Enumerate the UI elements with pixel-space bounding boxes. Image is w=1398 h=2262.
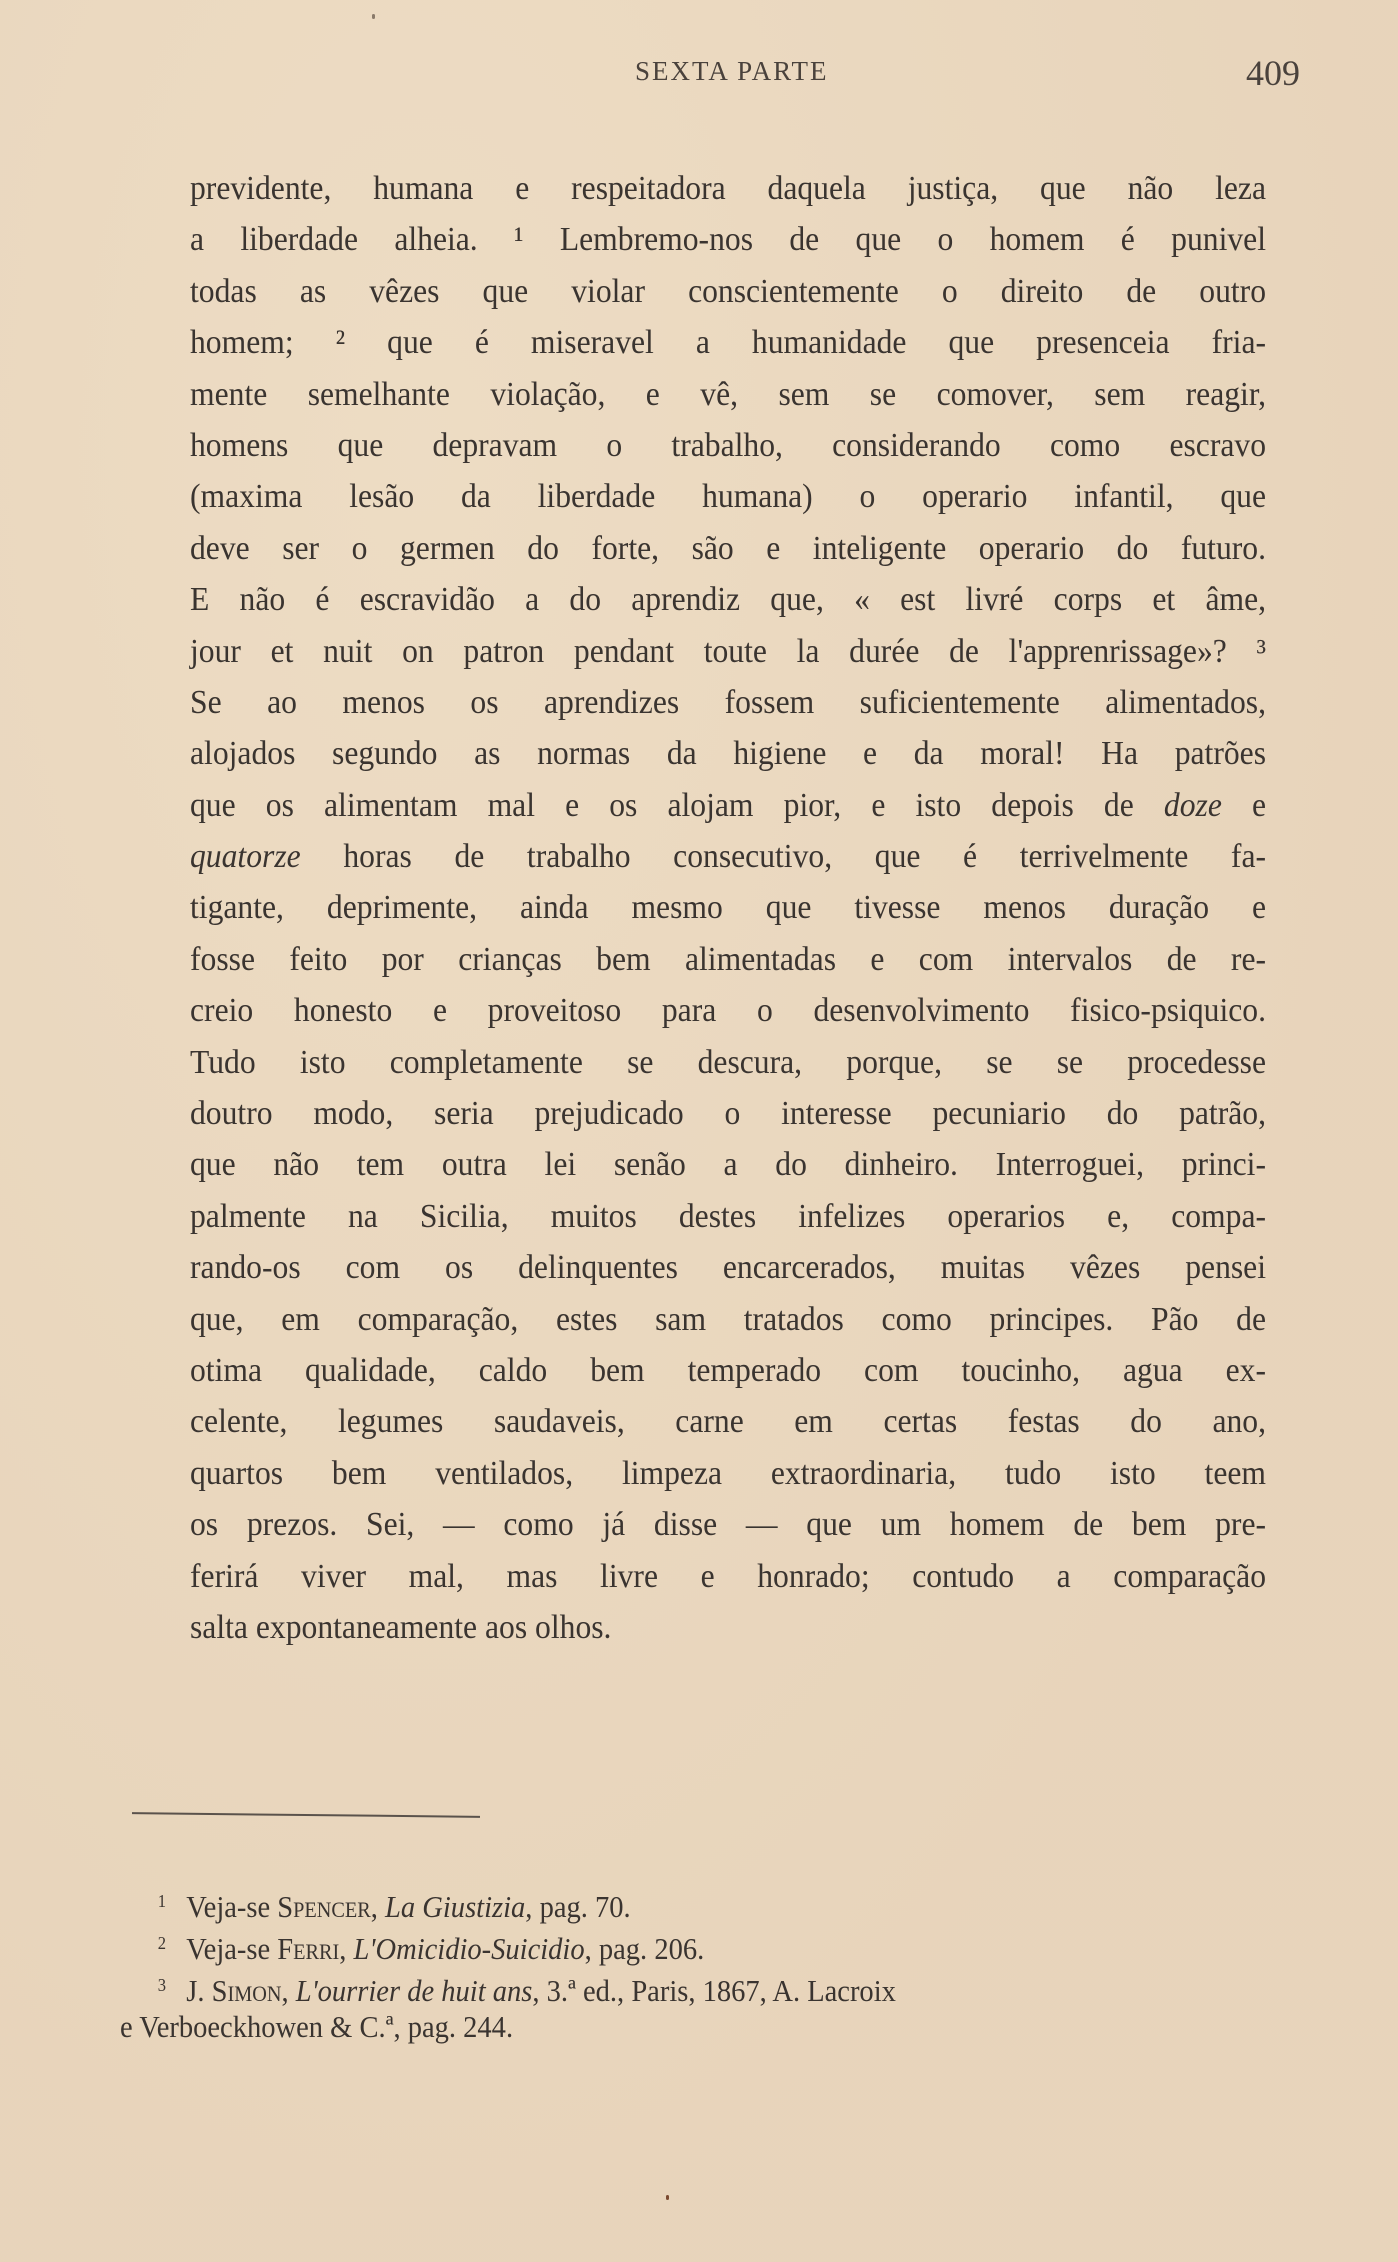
text-line: fosse feito por crianças bem alimentadas e com intervalos de re- <box>190 940 1267 978</box>
paper-speck <box>372 14 375 19</box>
italic-doze: doze <box>1163 786 1222 824</box>
text-line: previdente, humana e respeitadora daquela justiça, que não leza <box>190 170 1267 207</box>
text-line: celente, legumes saudaveis, carne em certas festas do ano, <box>190 1403 1267 1441</box>
text-line: os prezos. Sei, — como já disse — que um homem de bem pre- <box>190 1506 1267 1544</box>
text-line <box>190 780 1266 831</box>
text-line: a liberdade alheia. ¹ Lembremo-nos de que o homem é punivel <box>190 221 1267 259</box>
footnote-author: Ferri <box>277 1931 340 1966</box>
page-number: 409 <box>1246 53 1300 93</box>
footnote-text: J. <box>186 1973 212 2008</box>
footnote-3-continuation: e Verboeckhowen & C.ª, pag. 244. <box>120 2009 514 2044</box>
text-segment: e <box>1221 786 1267 824</box>
footnote-number: 2 <box>157 1933 166 1953</box>
text-line: jour et nuit on patron pendant toute la durée de l'apprenrissage»? ³ <box>190 632 1267 670</box>
text-line: Se ao menos os aprendizes fossem suficientemente alimentados, <box>190 683 1267 721</box>
footnote-text: Veja-se <box>186 1931 278 1966</box>
footnote-author: Spencer <box>277 1889 371 1924</box>
italic-quatorze: quatorze <box>190 838 301 876</box>
text-line: otima qualidade, caldo bem temperado com toucinho, agua ex- <box>190 1351 1267 1389</box>
text-segment: que os alimentam mal e os alojam pior, e isto depois de <box>190 786 1134 824</box>
text-line: tigante, deprimente, ainda mesmo que tivesse menos duração e <box>190 889 1267 927</box>
text-line <box>190 831 1266 882</box>
text-line: palmente na Sicilia, muitos destes infelizes operarios e, compa- <box>190 1197 1267 1235</box>
footnote-title: La Giustizia <box>385 1889 526 1924</box>
footnote-author: Simon <box>211 1973 282 2008</box>
text-line: creio honesto e proveitoso para o desenvolvimento fisico-psiquico. <box>190 992 1267 1030</box>
text-line: que não tem outra lei senão a do dinheiro. Interroguei, princi- <box>190 1146 1267 1184</box>
text-line: E não é escravidão a do aprendiz que, « est livré corps et âme, <box>190 581 1267 619</box>
text-line: Tudo isto completamente se descura, porque, se se procedesse <box>190 1043 1267 1081</box>
footnote-text: , pag. 70. <box>525 1889 631 1924</box>
footnote-text: Veja-se <box>186 1889 278 1924</box>
text-line: salta expontaneamente aos olhos. <box>190 1608 612 1646</box>
footnote-number: 3 <box>157 1975 166 1995</box>
text-segment: horas de trabalho consecutivo, que é terrivelmente fa- <box>343 838 1267 876</box>
footnote-number: 1 <box>157 1891 166 1911</box>
text-line: mente semelhante violação, e vê, sem se comover, sem reagir, <box>190 375 1267 413</box>
text-line: quartos bem ventilados, limpeza extraordinaria, tudo isto teem <box>190 1454 1267 1492</box>
footnote-text: , pag. 206. <box>584 1931 705 1966</box>
footnote-1 <box>120 1880 1206 1922</box>
text-line: todas as vêzes que violar conscientemente o direito de outro <box>190 272 1267 310</box>
text-line: (maxima lesão da liberdade humana) o operario infantil, que <box>190 478 1267 516</box>
footnote-title: L'ourrier de huit ans <box>295 1973 533 2008</box>
body-text <box>190 163 1290 1653</box>
page-header <box>0 52 1398 102</box>
footnote-text: , <box>370 1889 386 1924</box>
footnote-text: , 3.ª ed., Paris, 1867, A. Lacroix <box>532 1973 896 2008</box>
text-line: homem; ² que é miseravel a humanidade que presenceia fria- <box>190 324 1267 362</box>
footnote-text: , <box>281 1973 296 2008</box>
text-line: que, em comparação, estes sam tratados como principes. Pão de <box>190 1300 1267 1338</box>
footnote-title: L'Omicidio-Suicidio <box>353 1931 585 1966</box>
text-line: doutro modo, seria prejudicado o interesse pecuniario do patrão, <box>190 1095 1267 1133</box>
text-line: ferirá viver mal, mas livre e honrado; contudo a comparação <box>190 1557 1267 1595</box>
footnote-2 <box>120 1922 1206 1964</box>
paper-speck <box>666 2195 669 2200</box>
footnote-3 <box>120 1964 1206 2006</box>
text-line: deve ser o germen do forte, são e inteligente operario do futuro. <box>190 529 1267 567</box>
text-line: rando-os com os delinquentes encarcerados, muitas vêzes pensei <box>190 1249 1267 1287</box>
footnote-rule <box>132 1812 480 1818</box>
footnote-text: , <box>339 1931 354 1966</box>
text-line: homens que depravam o trabalho, considerando como escravo <box>190 426 1267 464</box>
text-line: alojados segundo as normas da higiene e da moral! Ha patrões <box>190 735 1267 773</box>
running-head: SEXTA PARTE <box>635 56 829 86</box>
footnotes <box>120 1880 1300 2048</box>
